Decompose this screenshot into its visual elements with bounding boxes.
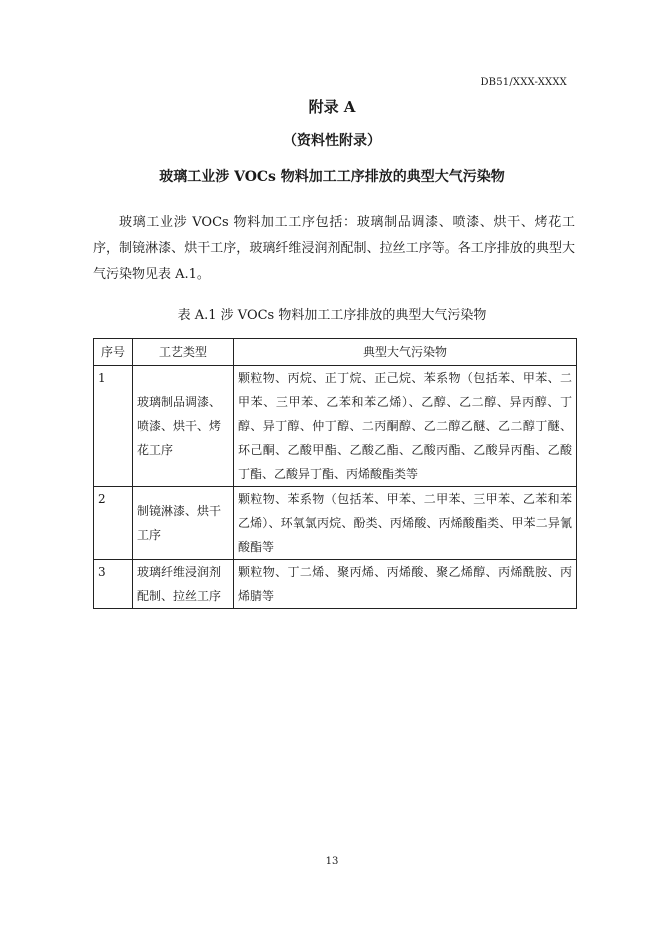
row-seq: 1 <box>94 366 133 487</box>
pollutant-table <box>93 338 577 609</box>
table-row <box>94 560 577 609</box>
row-process: 玻璃纤维浸润剂配制、拉丝工序 <box>133 560 234 609</box>
appendix-heading: 玻璃工业涉 VOCs 物料加工工序排放的典型大气污染物 <box>159 169 505 185</box>
row-process: 玻璃制品调漆、喷漆、烘干、烤花工序 <box>133 366 234 487</box>
table-row <box>94 487 577 560</box>
page-number: 13 <box>325 856 339 867</box>
row-process: 制镜淋漆、烘干工序 <box>133 487 234 560</box>
appendix-title: 附录 A <box>308 98 356 116</box>
header-seq: 序号 <box>94 339 133 366</box>
header-pollutants: 典型大气污染物 <box>234 339 577 366</box>
row-seq: 2 <box>94 487 133 560</box>
header-process: 工艺类型 <box>133 339 234 366</box>
row-seq: 3 <box>94 560 133 609</box>
table-caption: 表 A.1 涉 VOCs 物料加工工序排放的典型大气污染物 <box>177 308 487 323</box>
document-code: DB51/XXX-XXXX <box>480 77 567 88</box>
row-pollutants: 颗粒物、苯系物（包括苯、甲苯、二甲苯、三甲苯、乙苯和苯乙烯）、环氧氯丙烷、酚类、丙烯酸、丙烯酸酯类、甲苯二异氰酸酯等 <box>234 487 577 560</box>
table-header-row <box>94 339 577 366</box>
appendix-subtitle: （资料性附录） <box>283 133 381 149</box>
row-pollutants: 颗粒物、丁二烯、聚丙烯、丙烯酸、聚乙烯醇、丙烯酰胺、丙烯腈等 <box>234 560 577 609</box>
table-row <box>94 366 577 487</box>
row-pollutants: 颗粒物、丙烷、正丁烷、正己烷、苯系物（包括苯、甲苯、二甲苯、三甲苯、乙苯和苯乙烯）、乙醇、乙二醇、异丙醇、丁醇、异丁醇、仲丁醇、二丙酮醇、乙二醇乙醚、乙二醇丁醚、环己酮、乙酸甲酯、乙酸乙酯、乙酸丙酯、乙酸异丙酯、乙酸丁酯、乙酸异丁酯、丙烯酸酯类等 <box>234 366 577 487</box>
intro-paragraph: 玻璃工业涉 VOCs 物料加工工序包括：玻璃制品调漆、喷漆、烘干、烤花工序，制镜淋漆、烘干工序，玻璃纤维浸润剂配制、拉丝工序等。各工序排放的典型大气污染物见表 A.1。 <box>93 215 575 282</box>
